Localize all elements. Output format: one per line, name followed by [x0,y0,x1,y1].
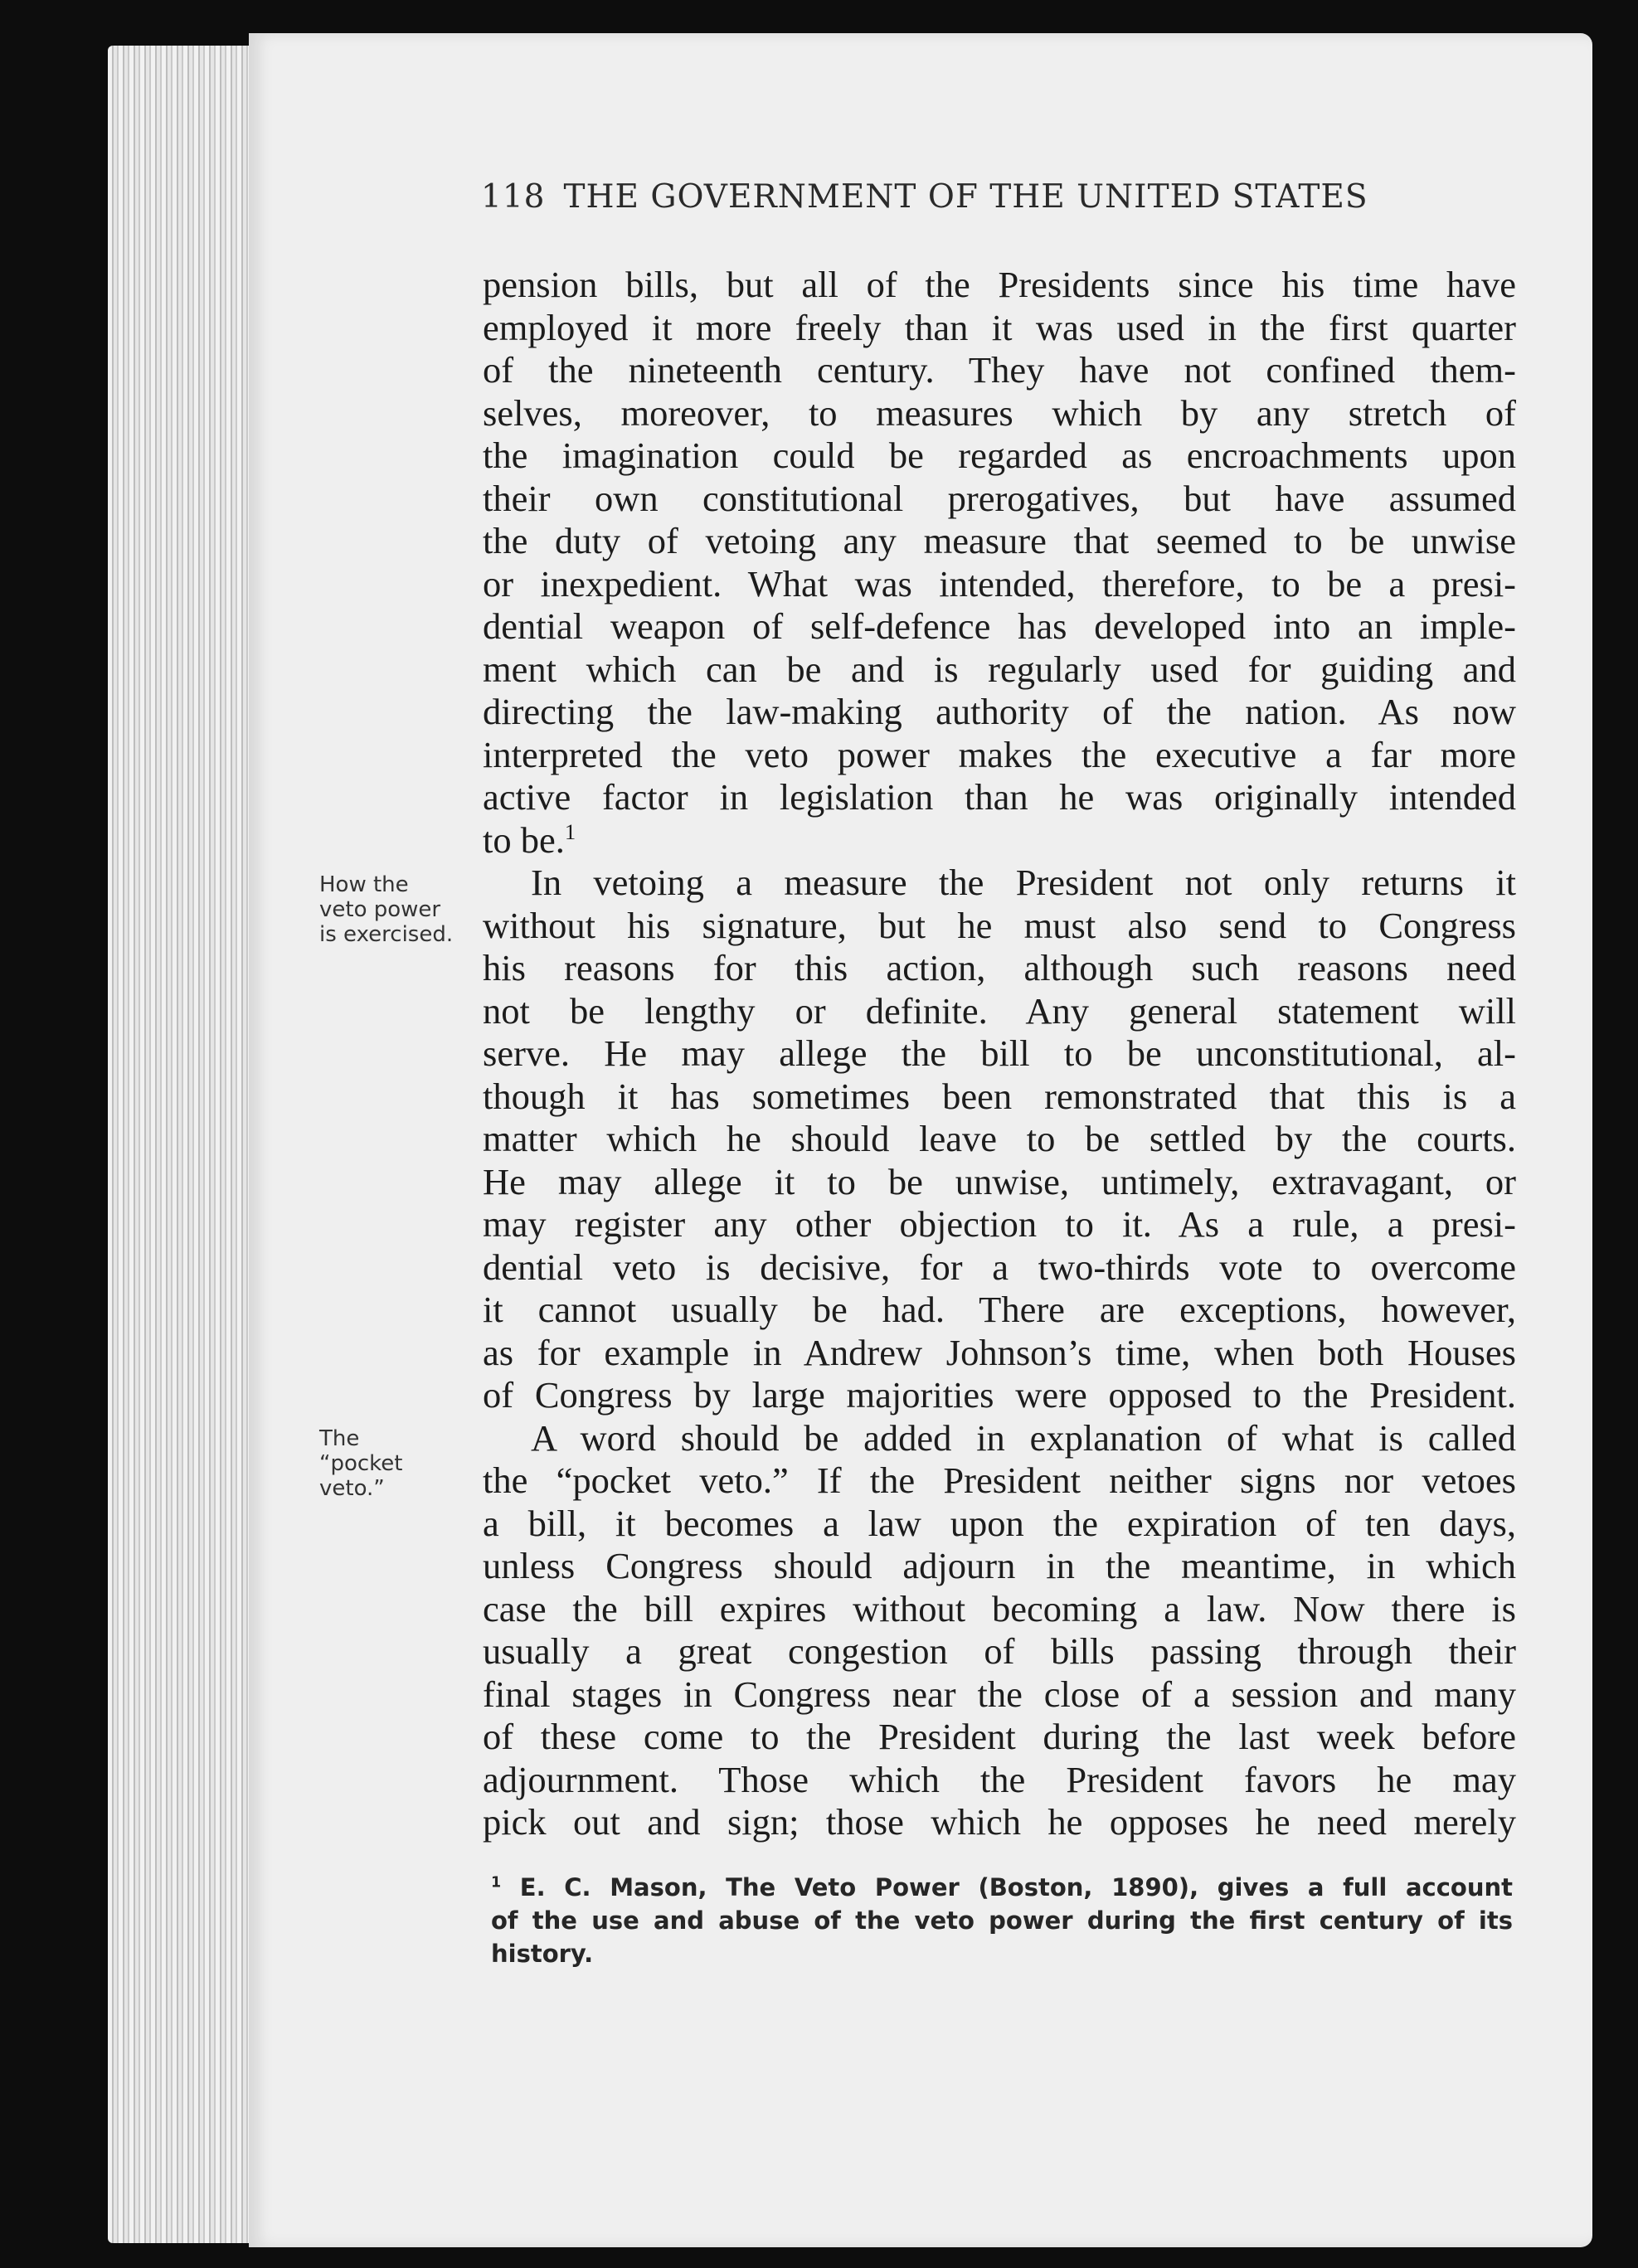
text-line: though it has sometimes been remonstrated that this is a [483,1075,1516,1117]
text-line: case the bill expires without becoming a law. Now there is [483,1587,1516,1629]
footnote-line-text: E. C. Mason, The Veto Power (Boston, 1890), gives a full account [519,1873,1513,1901]
text-line: it cannot usually be had. There are exceptions, however, [483,1289,1516,1330]
margin-note-line: veto power [319,897,441,922]
margin-note-veto-exercised [319,872,477,947]
text-line: his reasons for this action, although such reasons need [483,947,1516,988]
paragraph-1 [483,264,1516,862]
text-line: pension bills, but all of the Presidents since his time have [483,264,1516,305]
text-line: a bill, it becomes a law upon the expiration of ten days, [483,1502,1516,1544]
text-line: as for example in Andrew Johnson’s time, when both Houses [483,1331,1516,1373]
text-line: the “pocket veto.” If the President neither signs nor vetoes [483,1459,1516,1501]
footnote-marker: 1 [491,1874,502,1892]
footnote-line [491,1871,1513,1904]
margin-note-line: is exercised. [319,922,454,947]
margin-note-pocket-veto [319,1426,477,1501]
text-line: A word should be added in explanation of what is called [531,1416,1516,1459]
text-line: unless Congress should adjourn in the meantime, in which [483,1545,1516,1586]
page-edges [108,46,257,2243]
text-line: the imagination could be regarded as encroachments upon [483,435,1516,476]
text-line: ment which can be and is regularly used for guiding and [483,648,1516,690]
paragraph-3 [483,1417,1516,1844]
text-line: In vetoing a measure the President not only returns it [531,862,1516,903]
text-line: pick out and sign; those which he opposes he need merely [483,1801,1516,1843]
text-line: their own constitutional prerogatives, but have assumed [483,477,1516,519]
running-head [481,178,1418,216]
text-line: dential weapon of self-defence has developed into an imple- [483,605,1516,647]
text-line: the duty of vetoing any measure that seemed to be unwise [483,520,1516,561]
page-number: 118 [481,178,546,216]
text-line: of the nineteenth century. They have not confined them- [483,349,1516,391]
text-line-end: to be. [483,818,565,861]
margin-note-line: The [319,1426,360,1451]
margin-note-line: veto.” [319,1476,385,1501]
text-line: without his signature, but he must also send to Congress [483,904,1516,946]
text-line: selves, moreover, to measures which by any stretch of [483,391,1516,434]
text-line: may register any other objection to it. As a rule, a presi- [483,1203,1516,1245]
margin-note-line: “pocket [319,1451,403,1476]
text-line: matter which he should leave to be settled by the courts. [483,1118,1516,1159]
text-line: of these come to the President during the last week before [483,1716,1516,1757]
text-line: He may allege it to be unwise, untimely, extravagant, or [483,1160,1516,1202]
text-line: usually a great congestion of bills passing through their [483,1630,1516,1672]
text-line: not be lengthy or definite. Any general statement will [483,989,1516,1032]
footnote-reference[interactable]: 1 [564,818,576,844]
text-line: of Congress by large majorities were opposed to the President. [483,1374,1516,1416]
text-line: final stages in Congress near the close of a session and many [483,1673,1516,1715]
text-line: adjournment. Those which the President favors he may [483,1758,1516,1800]
footnote-line: history. [491,1940,594,1968]
text-line: directing the law-making authority of the nation. As now [483,691,1516,732]
footnote-line: of the use and abuse of the veto power during the first century of its [491,1906,1513,1935]
footnote [491,1871,1513,1970]
running-title: THE GOVERNMENT OF THE UNITED STATES [563,178,1368,216]
text-line-last [483,819,1516,862]
text-line: dential veto is decisive, for a two-thirds vote to overcome [483,1246,1516,1288]
text-line: active factor in legislation than he was originally intended [483,776,1516,818]
text-line: employed it more freely than it was used in the first quarter [483,306,1516,348]
text-line: serve. He may allege the bill to be unconstitutional, al- [483,1032,1516,1074]
text-line: or inexpedient. What was intended, therefore, to be a presi- [483,562,1516,605]
paragraph-2 [483,862,1516,1417]
body-text [483,264,1516,1844]
text-line: interpreted the veto power makes the executive a far more [483,733,1516,775]
margin-note-line: How the [319,872,409,897]
